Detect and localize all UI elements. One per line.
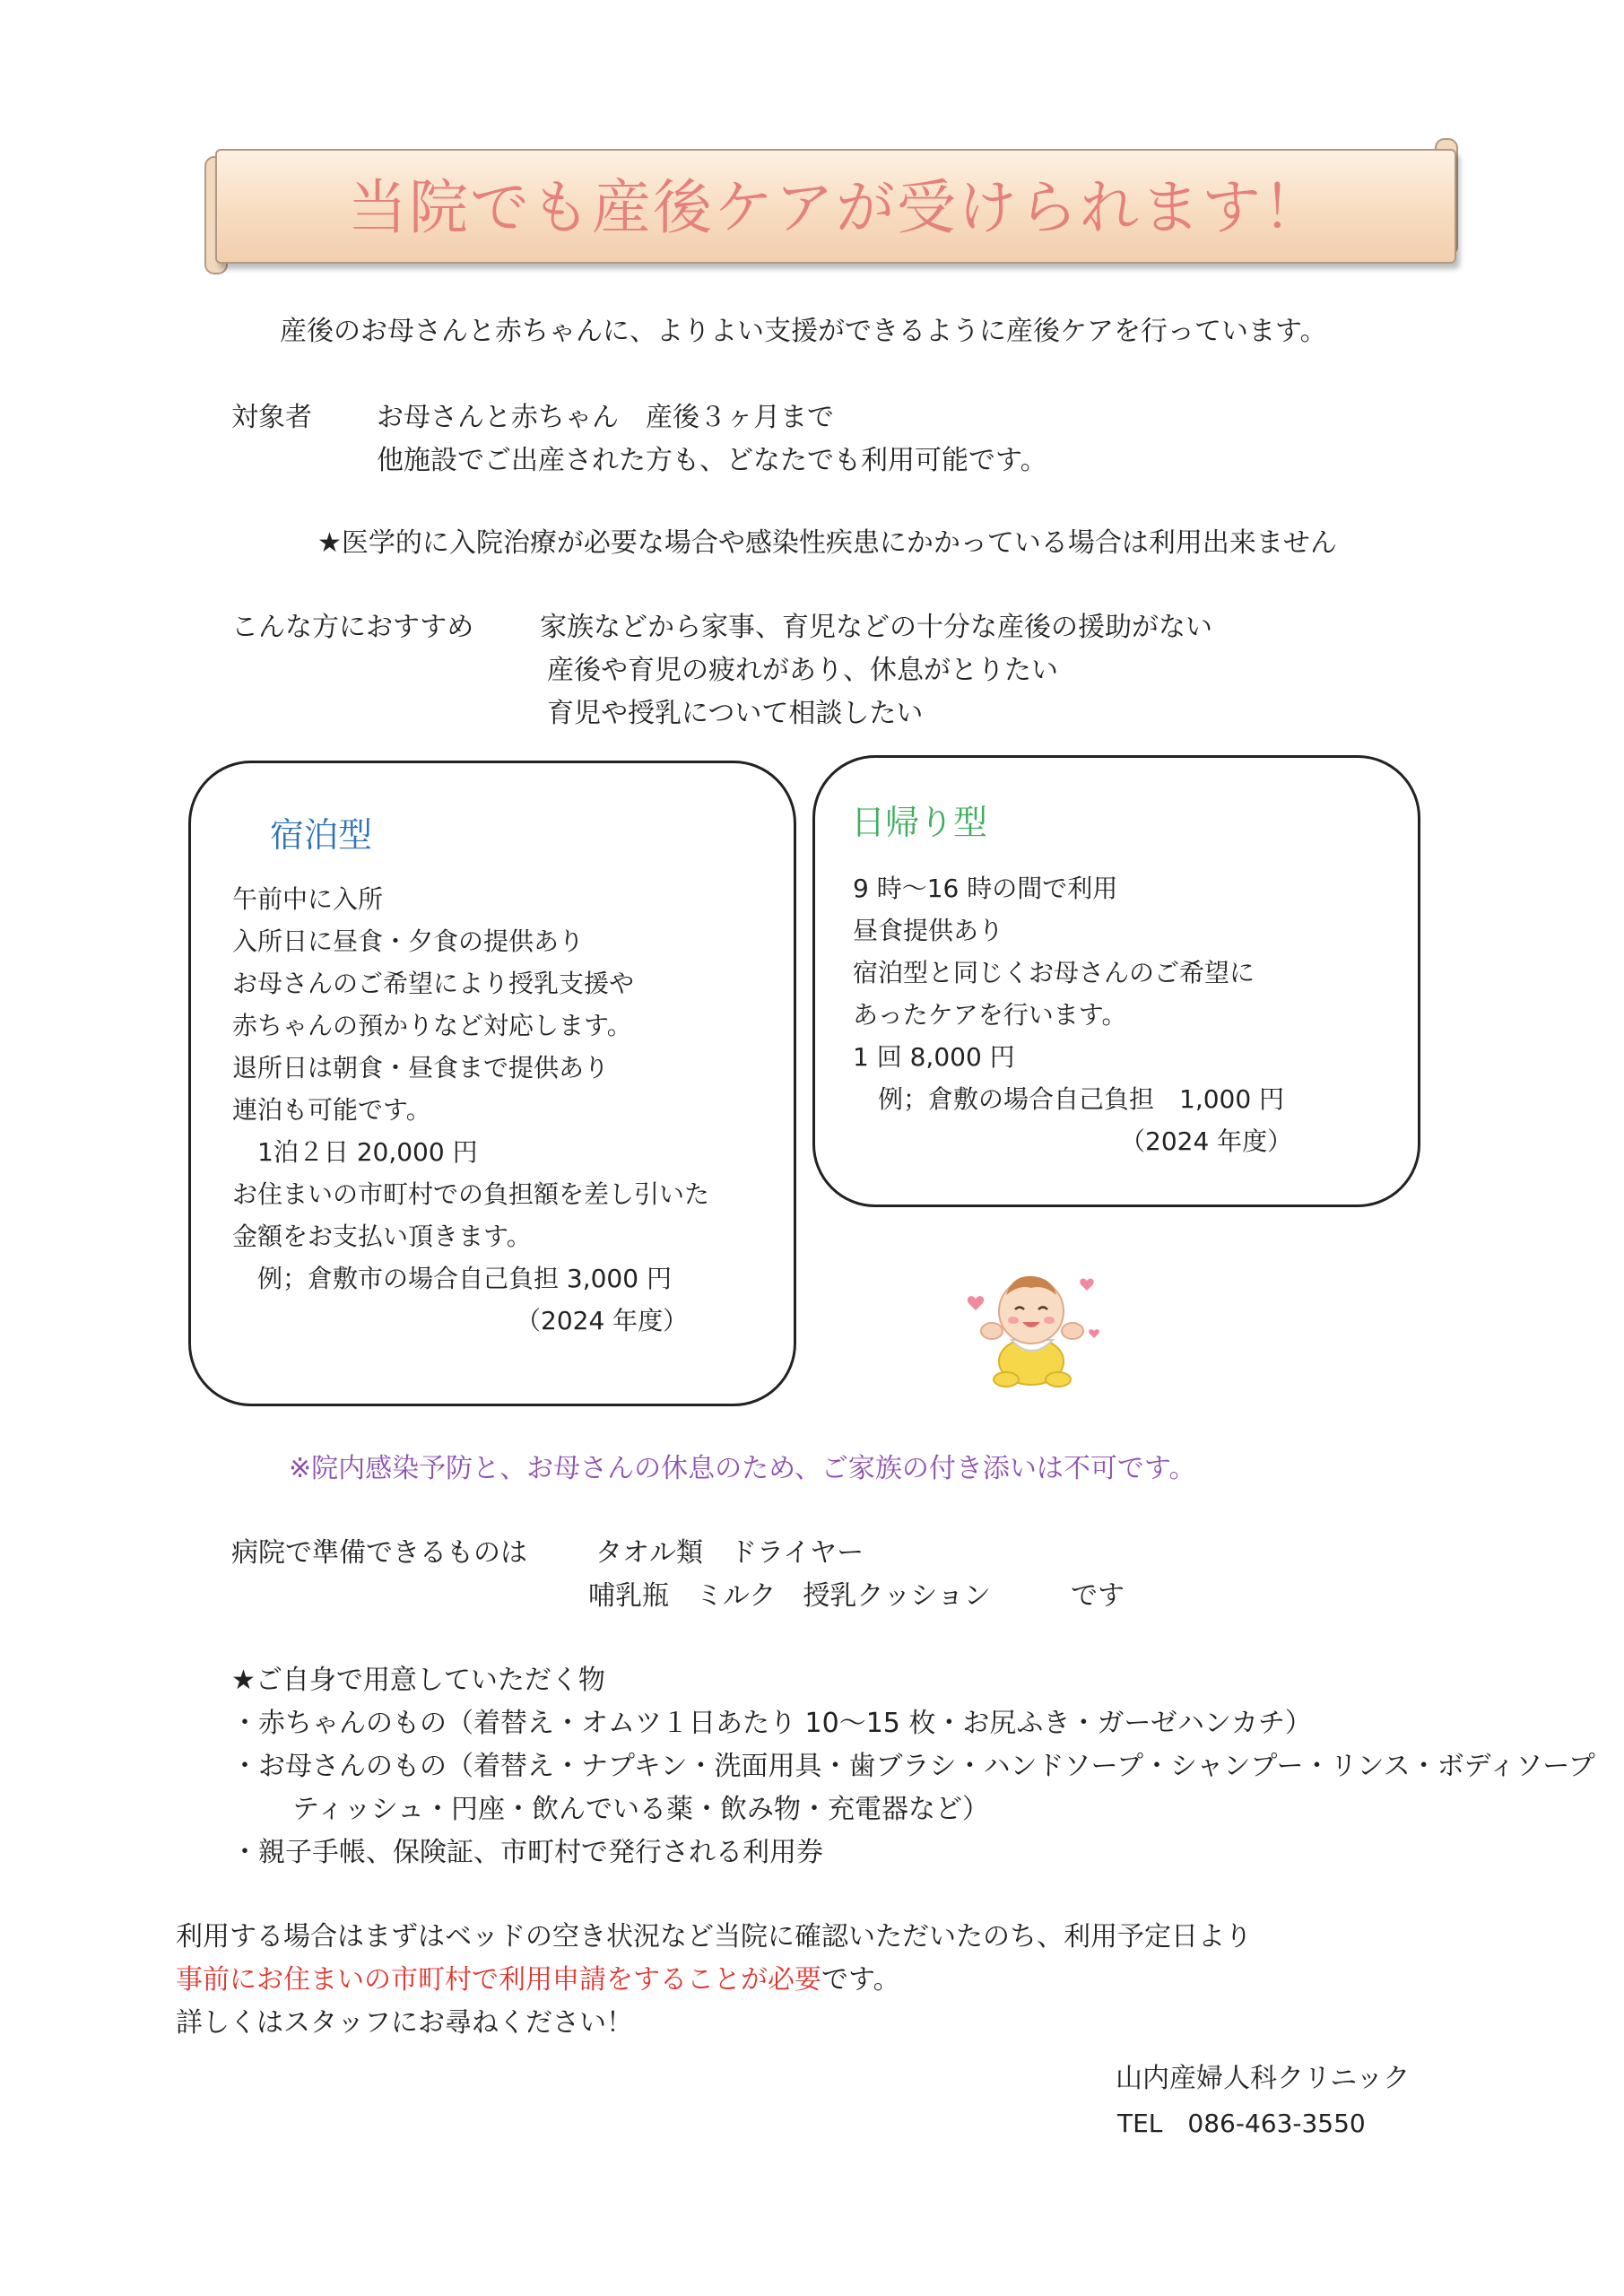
- day-plan-line: 宿泊型と同じくお母さんのご希望に: [853, 958, 1255, 987]
- intro-text: 産後のお母さんと赤ちゃんに、よりよい支援ができるように産後ケアを行っています。: [280, 316, 1327, 347]
- family-notice: ※院内感染予防と、お母さんの休息のため、ご家族の付き添いは不可です。: [289, 1453, 1196, 1484]
- day-plan-price: 1 回 8,000 円: [853, 1042, 1015, 1072]
- bring-item-baby: ・赤ちゃんのもの（着替え・オムツ１日あたり 10～15 枚・お尻ふき・ガーゼハンカチ）: [231, 1708, 1312, 1739]
- page-title: 当院でも産後ケアが受けられます！: [348, 173, 1324, 242]
- hospital-items-label: 病院で準備できるものは: [231, 1537, 527, 1569]
- stay-plan-title: 宿泊型: [270, 815, 373, 855]
- closing-line-2-rest: です。: [821, 1964, 900, 1996]
- stay-plan-line: 連泊も可能です。: [232, 1095, 431, 1125]
- clinic-name: 山内産婦人科クリニック: [1116, 2063, 1411, 2094]
- day-plan-box: [812, 755, 1420, 1207]
- bring-item-documents: ・親子手帳、保険証、市町村で発行される利用券: [231, 1837, 823, 1868]
- day-plan-line: 昼食提供あり: [853, 916, 1004, 945]
- day-plan-title: 日帰り型: [851, 803, 988, 842]
- bring-item-mother: ・お母さんのもの（着替え・ナプキン・洗面用具・歯ブラシ・ハンドソープ・シャンプー・リンス・ボディソープ: [231, 1751, 1595, 1782]
- recommend-item: 育児や授乳について相談したい: [547, 698, 924, 729]
- stay-plan-line: 午前中に入所: [232, 884, 384, 914]
- clinic-tel: TEL 086-463-3550: [1117, 2109, 1366, 2138]
- stay-plan-line: 入所日に昼食・夕食の提供あり: [232, 926, 585, 956]
- stay-plan-price: 1泊２日 20,000 円: [232, 1137, 478, 1167]
- stay-plan-year: （2024 年度）: [516, 1306, 689, 1335]
- day-plan-year: （2024 年度）: [1120, 1126, 1293, 1156]
- stay-plan-line: 赤ちゃんの預かりなど対応します。: [232, 1011, 632, 1040]
- recommend-item: 産後や育児の疲れがあり、休息がとりたい: [547, 655, 1058, 686]
- bring-item-mother-cont: ティッシュ・円座・飲んでいる薬・飲み物・充電器など）: [292, 1794, 989, 1825]
- stay-plan-line: 金額をお支払い頂きます。: [232, 1222, 532, 1251]
- day-plan-example: 例；倉敷の場合自己負担 1,000 円: [853, 1084, 1285, 1114]
- closing-emphasis: 事前にお住まいの市町村で利用申請をすることが必要: [176, 1964, 821, 1996]
- target-line-1: お母さんと赤ちゃん 産後３ヶ月まで: [377, 402, 834, 433]
- baby-illustration: [960, 1256, 1103, 1390]
- stay-plan-line: 退所日は朝食・昼食まで提供あり: [232, 1053, 610, 1083]
- medical-notice: ★医学的に入院治療が必要な場合や感染性疾患にかかっている場合は利用出来ません: [317, 527, 1337, 559]
- hospital-items-line-2: 哺乳瓶 ミルク 授乳クッション: [588, 1580, 991, 1612]
- recommend-label: こんな方におすすめ: [231, 612, 474, 643]
- closing-line-1: 利用する場合はまずはベッドの空き状況など当院に確認いただいたのち、利用予定日より: [176, 1921, 1252, 1952]
- hospital-items-suffix: です: [1071, 1580, 1125, 1612]
- closing-line-3: 詳しくはスタッフにお尋ねください！: [176, 2007, 633, 2039]
- stay-plan-box: [188, 761, 796, 1406]
- day-plan-line: 9 時～16 時の間で利用: [853, 874, 1118, 903]
- bring-items-heading: ★ご自身で用意していただく物: [231, 1665, 605, 1696]
- target-label: 対象者: [231, 402, 312, 433]
- stay-plan-line: お住まいの市町村での負担額を差し引いた: [232, 1179, 710, 1209]
- day-plan-line: あったケアを行います。: [853, 1000, 1127, 1030]
- stay-plan-example: 例；倉敷市の場合自己負担 3,000 円: [232, 1264, 672, 1293]
- smiling-baby-icon: [960, 1256, 1103, 1390]
- hospital-items-line-1: タオル類 ドライヤー: [595, 1537, 864, 1569]
- stay-plan-line: お母さんのご希望により授乳支援や: [232, 969, 635, 998]
- title-banner: [215, 149, 1456, 264]
- closing-line-2: [176, 1959, 900, 2002]
- recommend-item: 家族などから家事、育児などの十分な産後の援助がない: [540, 612, 1212, 643]
- target-line-2: 他施設でご出産された方も、どなたでも利用可能です。: [377, 445, 1047, 476]
